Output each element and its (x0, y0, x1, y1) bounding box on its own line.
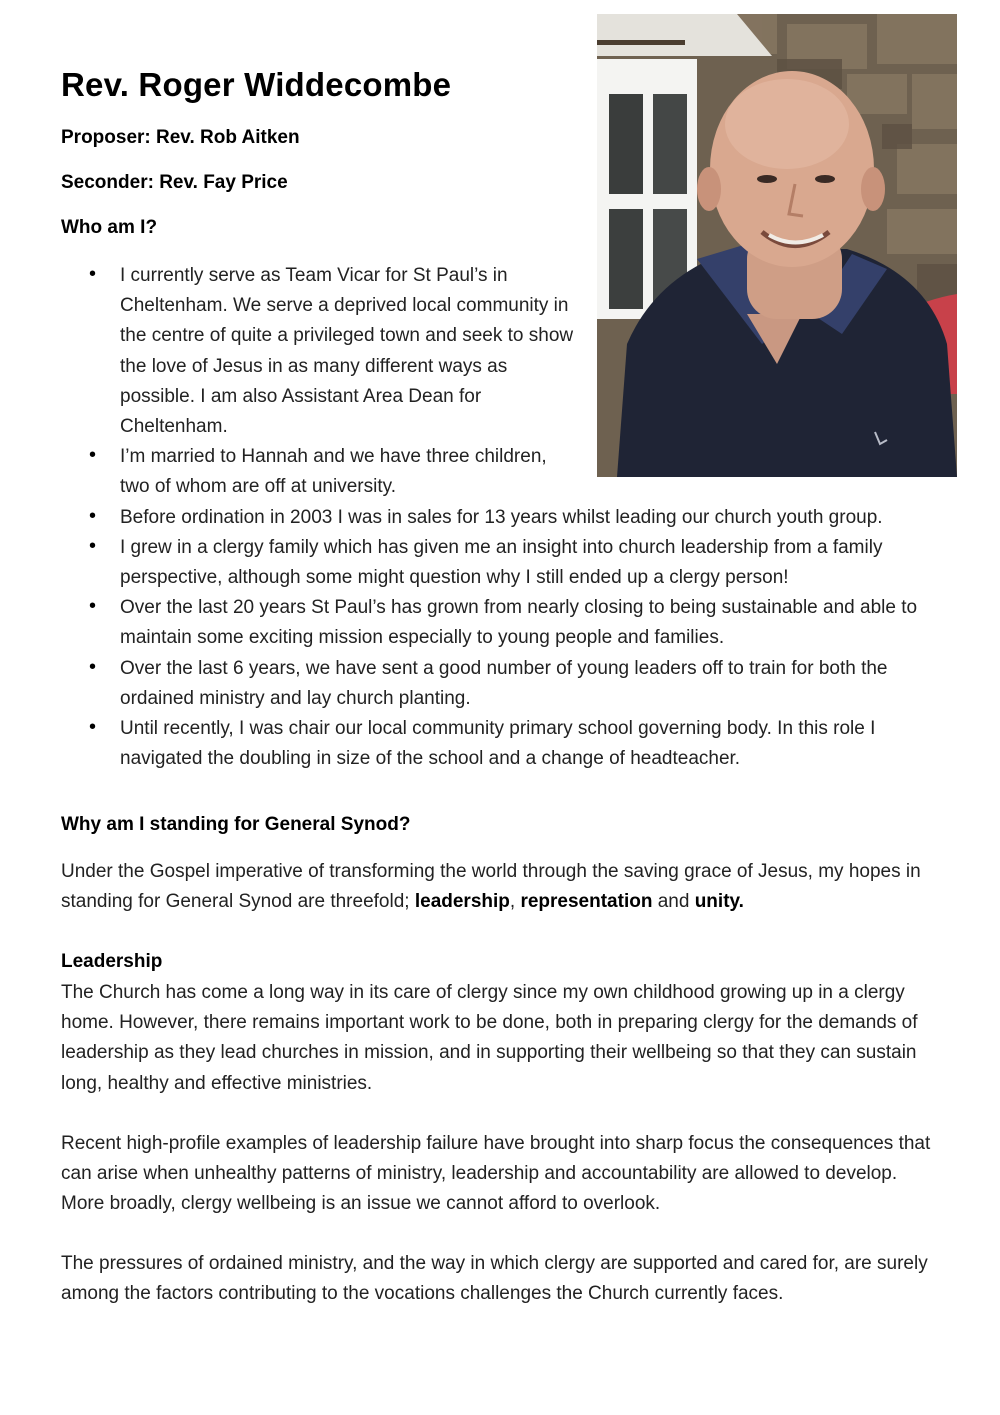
term-representation: representation (520, 891, 653, 913)
list-item: • I grew in a clergy family which has given me an insight into church leadership from a family perspective, although some might question why I still ended up a clergy person! (60, 533, 940, 593)
separator: , (509, 891, 521, 913)
list-item: • Over the last 6 years, we have sent a good number of young leaders off to train for both the ordained ministry and lay church planting. (60, 654, 940, 714)
proposer: Proposer: Rev. Rob Aitken (61, 127, 300, 148)
leadership-paragraph: The Church has come a long way in its care of clergy since my own childhood growing up in a clergy home. However, there remains important work to be done, both in preparing clergy for the demands of leadership as they lead churches in mission, and in supporting their wellbeing so that they can sustain long, healthy and effective ministries. (61, 982, 918, 1094)
seconder: Seconder: Rev. Fay Price (61, 172, 288, 193)
separator: and (652, 891, 695, 913)
why-intro (61, 857, 941, 917)
candidate-name: Rev. Roger Widdecombe (61, 66, 452, 103)
list-item: • Until recently, I was chair our local community primary school governing body. In this role I navigated the doubling in size of the school and a change of headteacher. (60, 714, 940, 774)
list-item: • I currently serve as Team Vicar for St Paul’s in Cheltenham. We serve a deprived local community in the centre of quite a privileged town and seek to show the love of Jesus in as many different ways as possible. I am also Assistant Area Dean for Cheltenham. (60, 261, 580, 442)
why-heading: Why am I standing for General Synod? (61, 814, 411, 835)
leadership-paragraph: The pressures of ordained ministry, and the way in which clergy are supported and cared for, are surely among the factors contributing to the vocations challenges the Church currently faces. (61, 1253, 928, 1305)
list-item: • Over the last 20 years St Paul’s has grown from nearly closing to being sustainable and able to maintain some exciting mission especially to young people and families. (60, 593, 940, 653)
term-unity: unity. (694, 891, 744, 913)
why-intro-text: Under the Gospel imperative of transforming the world through the saving grace of Jesus, my hopes in standing for General Synod are threefold; (61, 861, 921, 913)
term-leadership: leadership (414, 891, 510, 913)
who-am-i-heading: Who am I? (61, 217, 158, 238)
who-am-i-list (60, 261, 940, 774)
list-item: • Before ordination in 2003 I was in sales for 13 years whilst leading our church youth group. (60, 503, 940, 533)
leadership-paragraph: Recent high-profile examples of leadership failure have brought into sharp focus the consequences that can arise when unhealthy patterns of ministry, leadership and accountability are allowed to develop. More broadly, clergy wellbeing is an issue we cannot afford to overlook. (61, 1133, 931, 1215)
list-item: • I’m married to Hannah and we have three children, two of whom are off at university. (60, 442, 580, 502)
leadership-heading: Leadership (61, 951, 163, 972)
